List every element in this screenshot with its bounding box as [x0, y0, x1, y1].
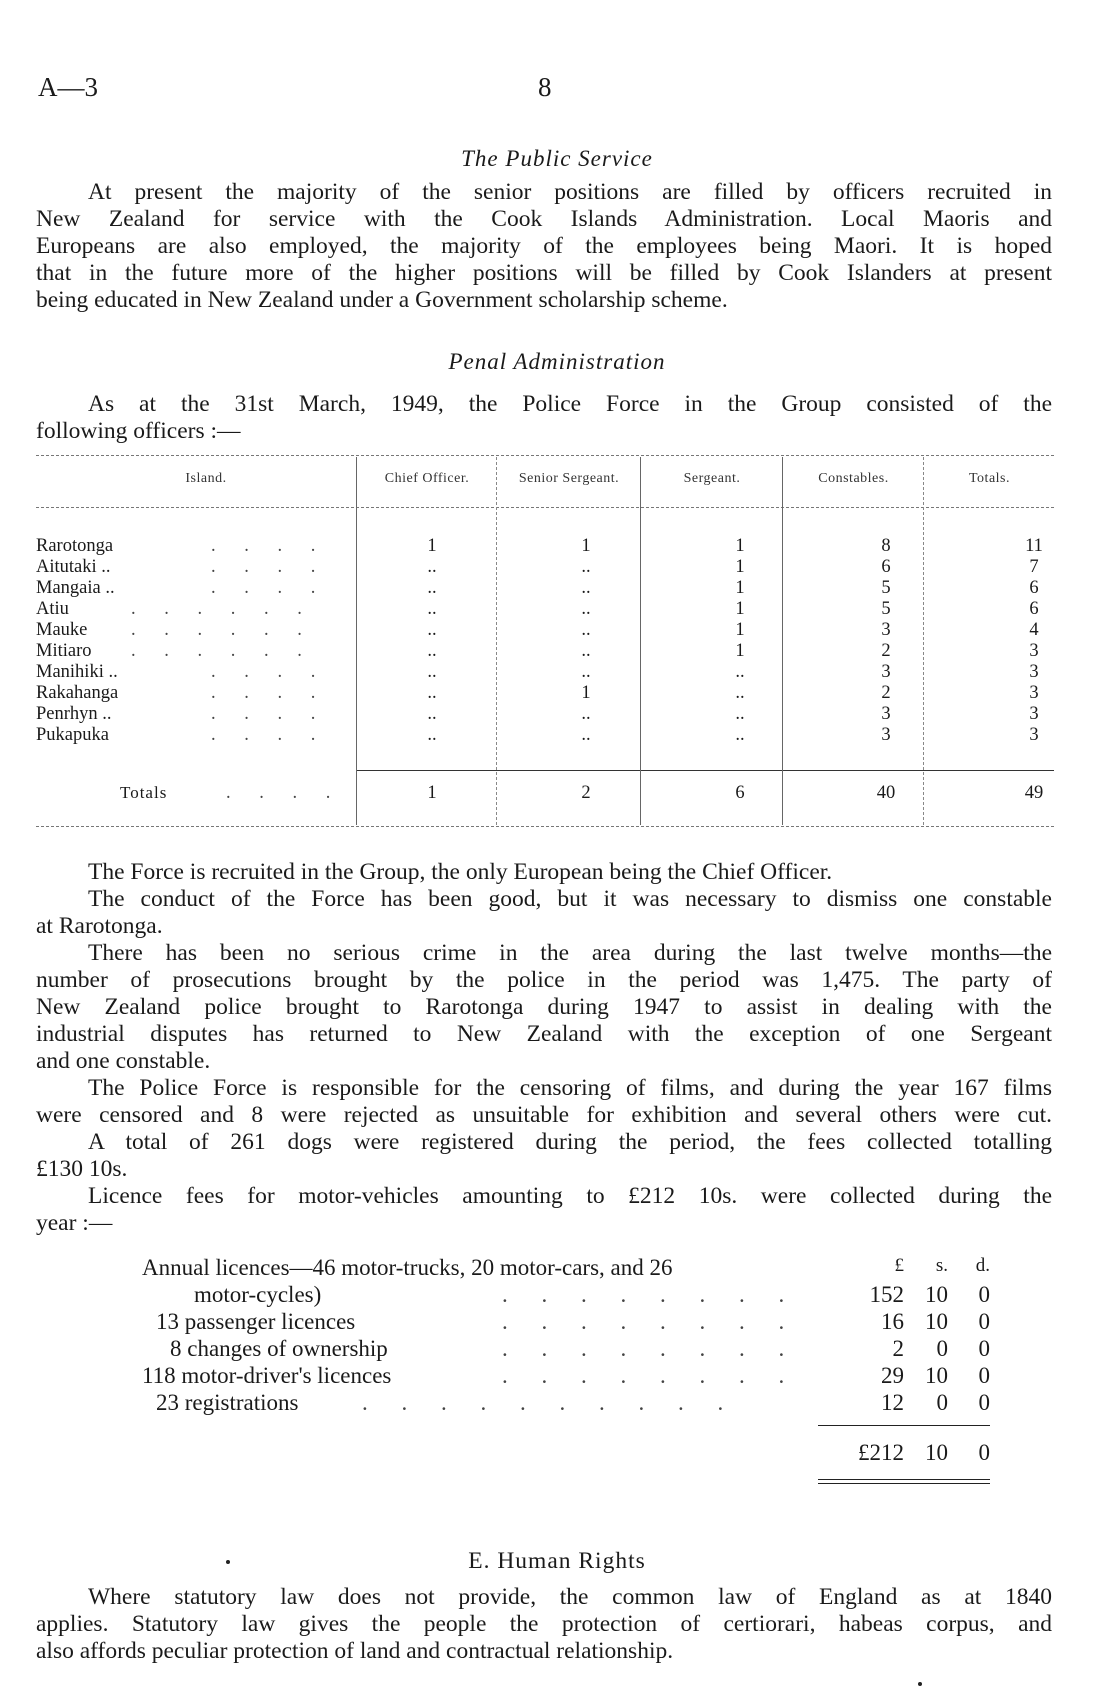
licence-total: £212 10 0: [858, 1440, 990, 1465]
licence-item: 118 motor-driver's licences . . . . . . . . 29 10 0: [142, 1363, 990, 1388]
conduct-line-2: at Rarotonga.: [36, 913, 163, 939]
shillings-header: s.: [935, 1255, 948, 1276]
police-force-table: [36, 455, 1054, 835]
licence-intro-line-2: year :—: [36, 1210, 113, 1236]
table-row: Mangaia .. . . . . .. .. 1 5 6: [36, 578, 1039, 598]
penal-line-2: following officers :—: [36, 418, 241, 444]
licence-item: Annual licences—46 motor-trucks, 20 motor-cars, and 26 £ s. d.: [142, 1255, 990, 1280]
col-header-constables: Constables.: [818, 471, 889, 486]
col-header-island: Island.: [185, 471, 227, 486]
table-totals-row: Totals . . . . 1 2 6 40 49: [120, 783, 1044, 803]
table-row: Rarotonga . . . . 1 1 1 8 11: [36, 536, 1043, 556]
document-reference: A—3: [38, 72, 98, 102]
col-header-chief-officer: Chief Officer.: [384, 471, 470, 486]
human-rights-line-2: applies. Statutory law gives the people the protection of certiorari, habeas corpus, and: [36, 1611, 1052, 1637]
dogs-line-2: £130 10s.: [36, 1156, 128, 1182]
crime-line-4: industrial disputes has returned to New Zealand with the exception of one Sergeant: [36, 1021, 1052, 1047]
licence-fees-list: [36, 1255, 1054, 1495]
crime-line-1: There has been no serious crime in the area during the last twelve months—the: [88, 940, 1052, 966]
licence-item: 8 changes of ownership . . . . . . . . 2 0 0: [170, 1336, 990, 1361]
films-line-1: The Police Force is responsible for the censoring of films, and during the year 167 films: [88, 1075, 1052, 1101]
page-number: 8: [538, 72, 552, 102]
conduct-line-1: The conduct of the Force has been good, but it was necessary to dismiss one constable: [88, 886, 1052, 912]
crime-line-5: and one constable.: [36, 1048, 211, 1074]
table-row: Atiu . . . . . . .. .. 1 5 6: [36, 599, 1039, 619]
public-service-line-2: New Zealand for service with the Cook Islands Administration. Local Maoris and: [36, 206, 1052, 232]
table-row: Mauke . . . . . . .. .. 1 3 4: [36, 620, 1039, 640]
dogs-line-1: A total of 261 dogs were registered during the period, the fees collected totalling: [88, 1129, 1052, 1155]
table-row: Mitiaro . . . . . . .. .. 1 2 3: [36, 641, 1039, 661]
crime-line-2: number of prosecutions brought by the police in the period was 1,475. The party of: [36, 967, 1052, 993]
crime-line-3: New Zealand police brought to Rarotonga during 1947 to assist in dealing with the: [36, 994, 1052, 1020]
licence-item: 23 registrations . . . . . . . . . . 12 0 0: [156, 1390, 990, 1415]
penal-line-1: As at the 31st March, 1949, the Police Force in the Group consisted of the: [88, 391, 1052, 417]
pounds-header: £: [894, 1255, 904, 1276]
licence-item: motor-cycles) . . . . . . . . 152 10 0: [194, 1282, 990, 1307]
public-service-heading: The Public Service: [461, 146, 653, 171]
public-service-line-5: being educated in New Zealand under a Government scholarship scheme.: [36, 287, 728, 313]
films-line-2: were censored and 8 were rejected as unsuitable for exhibition and several others were cut.: [36, 1102, 1052, 1128]
licence-intro-line-1: Licence fees for motor-vehicles amounting to £212 10s. were collected during the: [88, 1183, 1052, 1209]
licence-item: 13 passenger licences . . . . . . . . 16 10 0: [156, 1309, 990, 1334]
table-row: Pukapuka . . . . .. .. .. 3 3: [36, 725, 1039, 745]
human-rights-line-3: also affords peculiar protection of land and contractual relationship.: [36, 1638, 674, 1664]
public-service-line-3: Europeans are also employed, the majority of the employees being Maori. It is hoped: [36, 233, 1052, 259]
table-row: Rakahanga . . . . .. 1 .. 2 3: [36, 683, 1039, 703]
public-service-line-1: At present the majority of the senior positions are filled by officers recruited in: [88, 179, 1052, 205]
force-paragraph: The Force is recruited in the Group, the only European being the Chief Officer.: [88, 859, 833, 885]
col-header-senior-sergeant: Senior Sergeant.: [518, 471, 620, 486]
table-row: Penrhyn .. . . . . .. .. .. 3 3: [36, 704, 1039, 724]
table-row: Manihiki .. . . . . .. .. .. 3 3: [36, 662, 1039, 682]
human-rights-line-1: Where statutory law does not provide, the common law of England as at 1840: [88, 1584, 1052, 1610]
human-rights-heading: E. Human Rights: [468, 1548, 646, 1574]
pence-header: d.: [975, 1255, 990, 1276]
col-header-sergeant: Sergeant.: [683, 471, 741, 486]
public-service-line-4: that in the future more of the higher positions will be filled by Cook Islanders at present: [36, 260, 1052, 286]
penal-heading: Penal Administration: [448, 349, 666, 374]
col-header-totals: Totals.: [968, 471, 1010, 486]
table-row: Aitutaki .. . . . . .. .. 1 6 7: [36, 557, 1039, 577]
